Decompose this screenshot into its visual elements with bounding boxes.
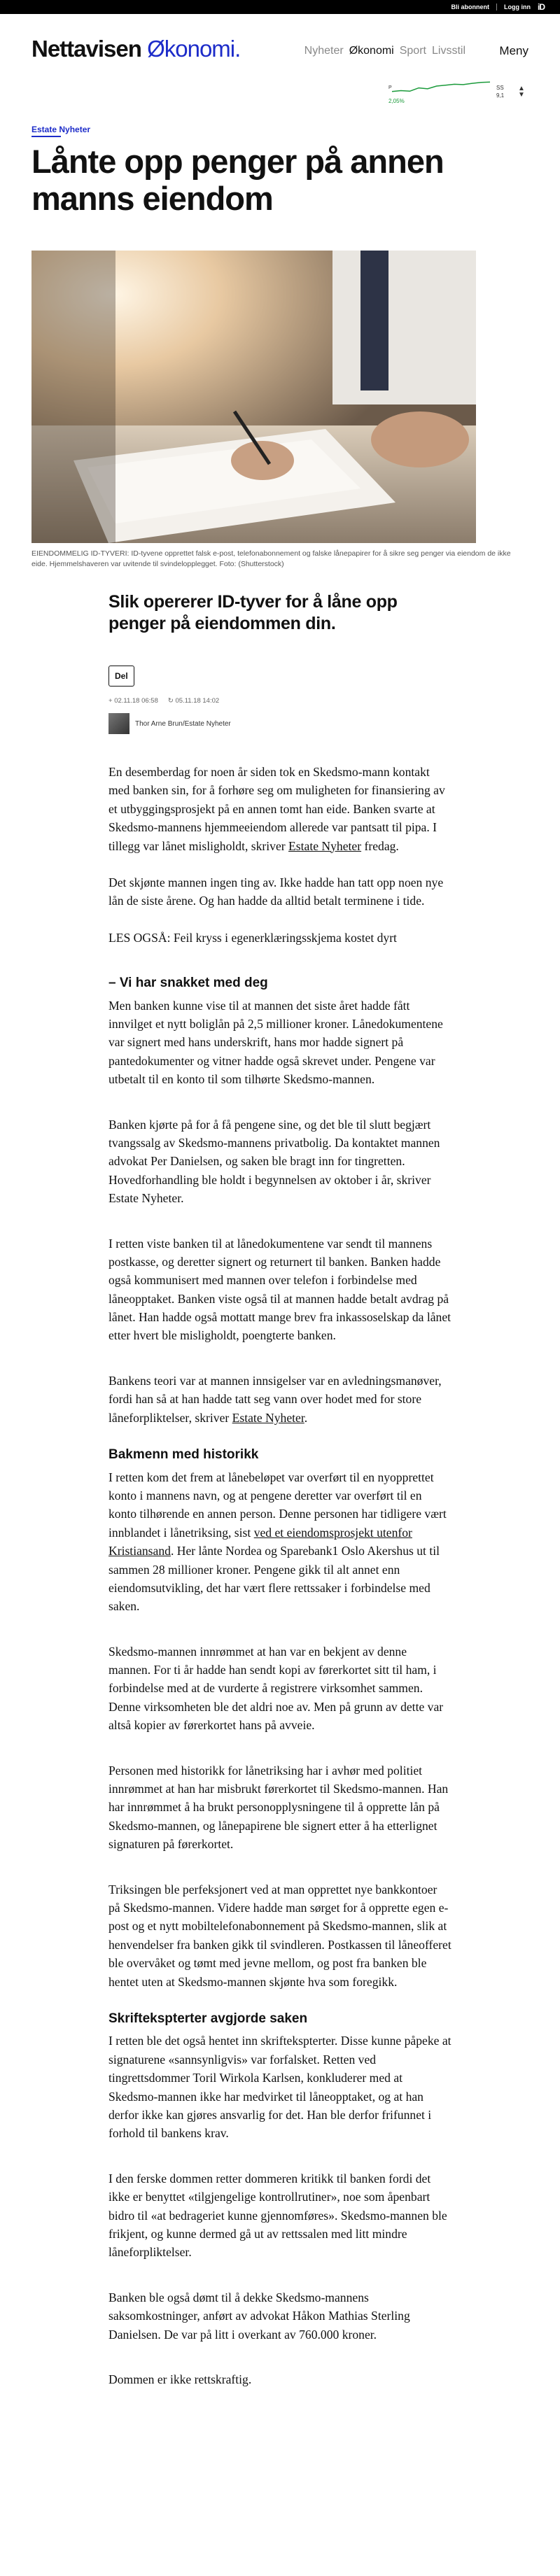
article-kicker[interactable]: Estate Nyheter <box>31 125 91 134</box>
hero-photo-illustration <box>31 251 476 543</box>
login-link[interactable]: Logg inn <box>504 3 531 10</box>
paragraph-text: I retten kom det frem at lånebeløpet var overført til en nyopprettet konto i mannens navn, og at pengene deretter var overført til en konto tilhørende en annen person. Denne personen har tidligere vært innblandet i lånetriksing, sist <box>108 1470 447 1540</box>
paragraph-text: . Her lånte Nordea og Sparebank1 Oslo Akershus ut til sammen 28 millioner kroner. Pengene gikk til alt annet enn eiendomsutvikling, det har vært flere rettssaker i forbindelse med saken. <box>108 1544 440 1614</box>
paragraph: Triksingen ble perfeksjonert ved at man opprettet nye bankkontoer på Skedsmo-mannen. Videre hadde man sørget for å opprette egen e-post og et nytt mobiltelefonabonnement på Skedsmo-mannen, slik at henvendelser fra banken gikk til svindleren. Postkassen til låneofferet ble overvåket og tømt med jevne mellom, og post fra banken ble hentet uten at Skedsmo-mannen skjønte hva som foregikk. <box>108 1882 451 1989</box>
id-logo-icon[interactable]: iD <box>538 2 545 12</box>
paragraph: Banken kjørte på for å få pengene sine, og det ble til slutt begjært tvangssalg av Skedsmo-mannens privatbolig. Da kontaktet mannen advokat Per Danielsen, og saken ble bragt inn for tingretten. Hovedforhandling ble holdt i begynnelsen av oktober i år, skriver Estate Nyheter. <box>108 1117 440 1206</box>
article-title: Lånte opp penger på annen manns eiendom <box>31 143 444 217</box>
paragraph: I retten ble det også hentet inn skriftekspterter. Disse kunne påpeke at signaturene «sannsynligvis» var forfalsket. Retten ved tingrettsdommer Toril Wirkola Karlsen, konkluderer med at Skedsmo-mannen ikke har medvirket til låneopptaket, og at han derfor ikke kan gjøres ansvarlig for det. Han ble derfor frifunnet i forhold til bankens krav. <box>108 2034 451 2141</box>
article-body <box>108 763 451 2407</box>
stock-ticker[interactable] <box>388 76 528 106</box>
subheading: – Vi har snakket med deg <box>108 976 268 991</box>
paragraph-text: . <box>304 1410 308 1425</box>
ticker-sparkline <box>388 76 493 97</box>
subheading: Bakmenn med historikk <box>108 1447 259 1463</box>
top-utility-bar <box>0 0 560 14</box>
article-lead: Slik opererer ID-tyver for å låne opp penger på eiendommen din. <box>108 592 398 634</box>
paragraph <box>108 763 451 855</box>
nav-item-nyheter[interactable]: Nyheter <box>304 45 344 57</box>
divider <box>496 3 497 10</box>
site-logo[interactable] <box>31 37 240 60</box>
paragraph: Det skjønte mannen ingen ting av. Ikke hadde han tatt opp noen nye lån de siste årene. Og han hadde da alltid betalt terminene i tide. <box>108 875 444 908</box>
site-header <box>0 14 560 73</box>
paragraph-text: fredag. <box>361 838 399 853</box>
estate-nyheter-link[interactable]: Estate Nyheter <box>288 838 362 853</box>
paragraph-text: Bankens teori var at mannen innsigelser var en avledningsmanøver, fordi han så at han hadde tatt seg vann over hodet med for store låneforpliktelser, skriver <box>108 1373 442 1425</box>
read-also-link[interactable]: LES OGSÅ: Feil kryss i egenerklæringsskjema kostet dyrt <box>108 930 397 945</box>
paragraph: I retten viste banken til at lånedokumentene var sendt til mannens postkasse, og deretter signert og returnert til banken. Banken hadde også kommunisert med mannen over telefon i forbindelse med låneopptaket. Banken viste også til at mannen hadde betalt avdrag på lånet. Han hadde også mottatt mange brev fra inkassoselskap da lånet etter hvert ble misligholdt, poengterte banken. <box>108 1236 451 1343</box>
ticker-label: P <box>388 85 392 90</box>
share-button[interactable]: Del <box>108 666 134 687</box>
image-caption: EIENDOMMELIG ID-TYVERI: ID-tyvene opprettet falsk e-post, telefonabonnement og falske lånepapirer for å sikre seg penger via eiendom de ikke eide. Hjemmelshaveren var uvitende til svindelopplegget. Foto: (Shutterstock) <box>31 549 511 569</box>
paragraph <box>108 1372 451 1427</box>
logo-part-okonomi: Økonomi. <box>147 36 241 62</box>
author-avatar <box>108 713 130 734</box>
nav-item-okonomi[interactable]: Økonomi <box>349 45 394 57</box>
paragraph: Men banken kunne vise til at mannen det siste året hadde fått innvilget et nytt boliglån på 2,5 millioner kroner. Lånedokumentene var signert med hans underskrift, hans mor hadde signert på pantedokumenter og vitner hadde også skrevet under. Pengene var utbetalt til en konto til som tilhørte Skedsmo-mannen. <box>108 998 443 1087</box>
main-nav <box>304 45 465 57</box>
updated-date-value: 05.11.18 14:02 <box>175 697 220 705</box>
paragraph: Skedsmo-mannen innrømmet at han var en bekjent av denne mannen. For ti år hadde han sendt kopi av førerkortet sitt til ham, i forbindelse med at de vurderte å registrere virksomhet sammen. Denne virksomheten ble det aldri noe av. Men på grunn av dette var altså kopier av førerkortet hans på avveie. <box>108 1644 444 1733</box>
updated-date: ↻ 05.11.18 14:02 <box>167 697 220 705</box>
nav-item-sport[interactable]: Sport <box>399 45 426 57</box>
paragraph: Banken ble også dømt til å dekke Skedsmo-mannens saksomkostninger, anført av advokat Håkon Mathias Sterling Danielsen. De var på litt i overkant av 760.000 kroner. <box>108 2290 410 2342</box>
subheading: Skriftekspterter avgjorde saken <box>108 2011 308 2026</box>
ticker-label-2 <box>496 84 504 99</box>
menu-button[interactable]: Meny <box>499 44 528 57</box>
subscribe-link[interactable]: Bli abonnent <box>451 3 489 10</box>
article-dates <box>108 697 219 705</box>
published-date: + 02.11.18 06:58 <box>108 697 158 705</box>
author-byline[interactable] <box>108 713 231 734</box>
kicker-underline <box>31 136 61 137</box>
author-name: Thor Arne Brun/Estate Nyheter <box>135 719 231 728</box>
kristiansand-project-link[interactable]: ved et eiendomsprosjekt utenfor Kristiansand <box>108 1525 412 1558</box>
ticker-change: 2,05% <box>388 98 405 104</box>
paragraph-text: En desemberdag for noen år siden tok en Skedsmo-mann kontakt med banken sin, for å forhøre seg om muligheten for finansiering av et utbyggingsprosjekt på en annen tomt han eide. Banken svarte at Skedsmo-mannens hjemmeeiendom allerede var pantsatt til pipa. I tillegg var lånet misligholdt, skriver <box>108 765 445 853</box>
paragraph: Personen med historikk for lånetriksing har i avhør med politiet innrømmet at han har misbrukt førerkortet til Skedsmo-mannen. Han har innrømmet å ha brukt personopplysningene til å opprette lån på Skedsmo-mannen, og lånepapirene ble signert etter å ha etterlignet signaturen på førerkortet. <box>108 1763 449 1852</box>
paragraph <box>108 1468 451 1616</box>
logo-part-nettavisen: Nettavisen <box>31 36 141 62</box>
paragraph: Dommen er ikke rettskraftig. <box>108 2372 252 2386</box>
hero-image <box>31 251 476 543</box>
paragraph: I den ferske dommen retter dommeren kritikk til banken fordi det ikke er benyttet «tilgjengelige kontrollrutiner», noe som åpenbart bidro til «at bedrageriet kunne gjennomføres». Skedsmo-mannen ble frikjent, og kunne dermed gå ut av rettssalen med litt mindre låneforpliktelser. <box>108 2171 447 2260</box>
estate-nyheter-link[interactable]: Estate Nyheter <box>232 1410 304 1425</box>
ticker-label-2-value: 9,1 <box>496 92 505 99</box>
nav-item-livsstil[interactable]: Livsstil <box>431 45 465 57</box>
published-date-value: 02.11.18 06:58 <box>114 697 158 705</box>
ticker-label-2-name: SS <box>496 85 504 91</box>
ticker-arrows-icon[interactable]: ▲ ▼ <box>518 85 525 99</box>
